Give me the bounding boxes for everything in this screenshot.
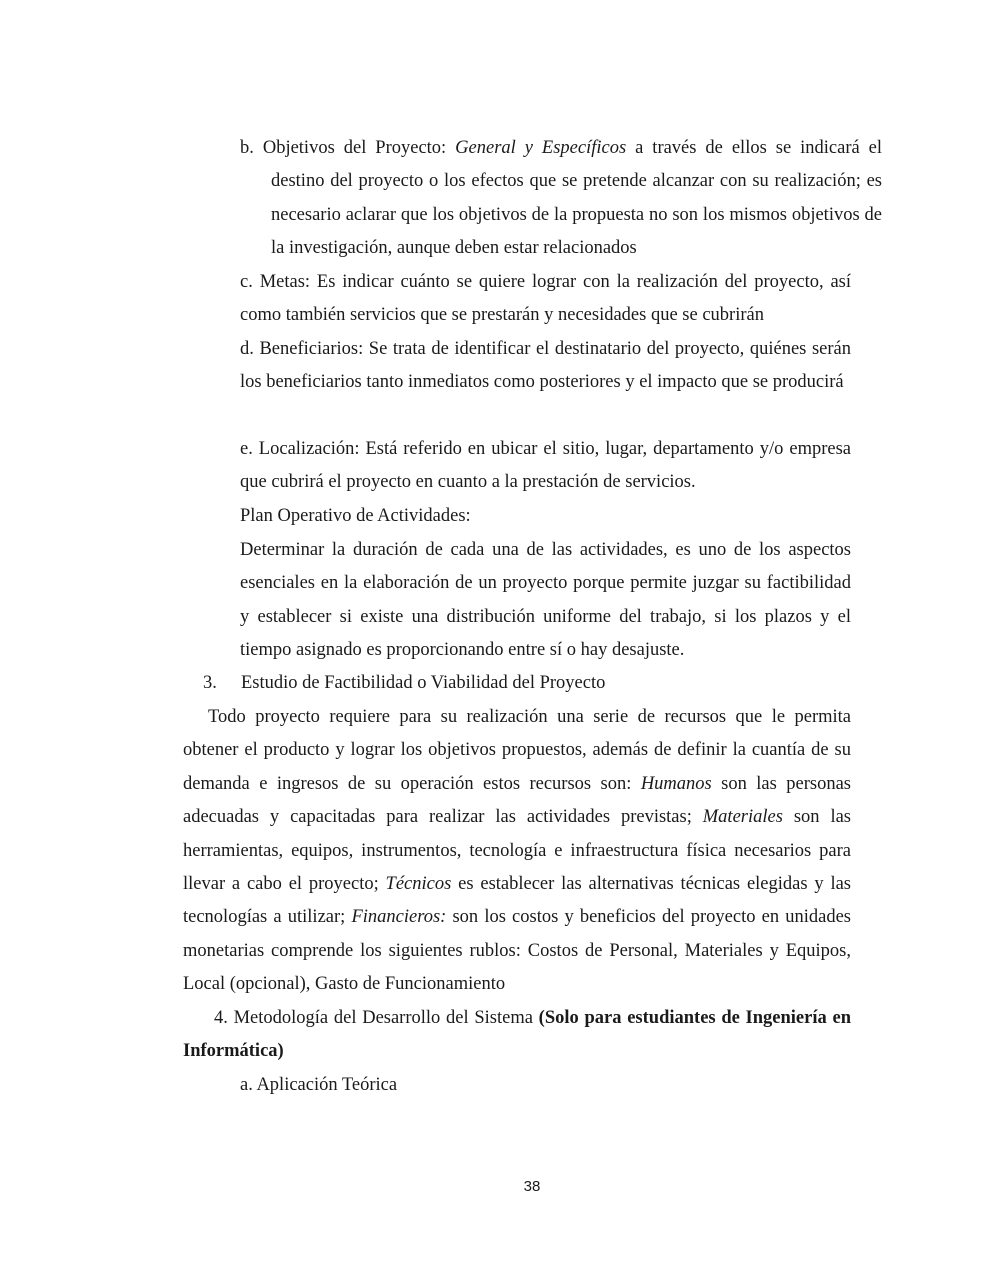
recursos-tecnicos-text: es establecer las alternativas técnicas elegidas y las tecnologías a utilizar; [183, 874, 851, 928]
objetivos-rest: a través de ellos se indicará el destino del proyecto o los efectos que se pretende alcanzar con su realización; es necesario aclarar que los objetivos de la propuesta no son los mismos objetivos de la investigación, aunque deben estar relacionados [271, 138, 882, 259]
metas-paragraph: c. Metas: Es indicar cuánto se quiere lograr con la realización del proyecto, así como también servicios que se prestarán y necesidades que se cubrirán [240, 272, 851, 326]
page-number: 38 [523, 1178, 541, 1195]
beneficiarios-paragraph: d. Beneficiarios: Se trata de identificar el destinatario del proyecto, quiénes serán los beneficiarios tanto inmediatos como posteriores y el impacto que se producirá [240, 339, 851, 393]
objetivos-paragraph [240, 132, 882, 266]
recursos-humanos-text: son las personas adecuadas y capacitadas para realizar las actividades previstas; [183, 773, 851, 828]
section-4-note: (Solo para estudiantes de Ingeniería en Informática) [183, 1008, 851, 1062]
objetivos-italic: General y Específicos [455, 138, 627, 158]
recursos-paragraph [183, 701, 851, 1002]
aplicacion-teorica-item: a. Aplicación Teórica [240, 1075, 398, 1095]
section-3-title: Estudio de Factibilidad o Viabilidad del Proyecto [241, 673, 606, 693]
section-4-heading [183, 1002, 851, 1069]
recursos-financieros: Financieros: [351, 907, 447, 928]
recursos-tecnicos: Técnicos [385, 874, 452, 895]
section-3-number: 3. [203, 673, 217, 693]
plan-operativo-heading: Plan Operativo de Actividades: [240, 506, 471, 526]
recursos-financieros-text: son los costos y beneficios del proyecto en unidades monetarias comprende los siguientes rublos: Costos de Personal, Materiales y Equipos, Local (opcional), Gasto de Funcionamiento [183, 907, 851, 995]
section-3-heading [203, 667, 605, 700]
recursos-humanos: Humanos [640, 773, 712, 794]
recursos-materiales-text: son las herramientas, equipos, instrumentos, tecnología e infraestructura física necesarios para llevar a cabo el proyecto; [183, 807, 851, 895]
localizacion-paragraph: e. Localización: Está referido en ubicar el sitio, lugar, departamento y/o empresa que cubrirá el proyecto en cuanto a la prestación de servicios. [240, 439, 851, 493]
objetivos-prefix: b. Objetivos del Proyecto: [240, 138, 456, 158]
recursos-intro: Todo proyecto requiere para su realización una serie de recursos que le permita obtener el producto y lograr los objetivos propuestos, además de definir la cuantía de su demanda e ingresos de su operación estos recursos son: [183, 707, 851, 794]
plan-operativo-paragraph: Determinar la duración de cada una de las actividades, es uno de los aspectos esenciales en la elaboración de un proyecto porque permite juzgar su factibilidad y establecer si existe una distribución uniforme del trabajo, si los plazos y el tiempo asignado es proporcionando entre sí o hay desajuste. [240, 540, 851, 661]
section-4-title: 4. Metodología del Desarrollo del Sistema [214, 1008, 539, 1028]
recursos-materiales: Materiales [702, 807, 783, 828]
